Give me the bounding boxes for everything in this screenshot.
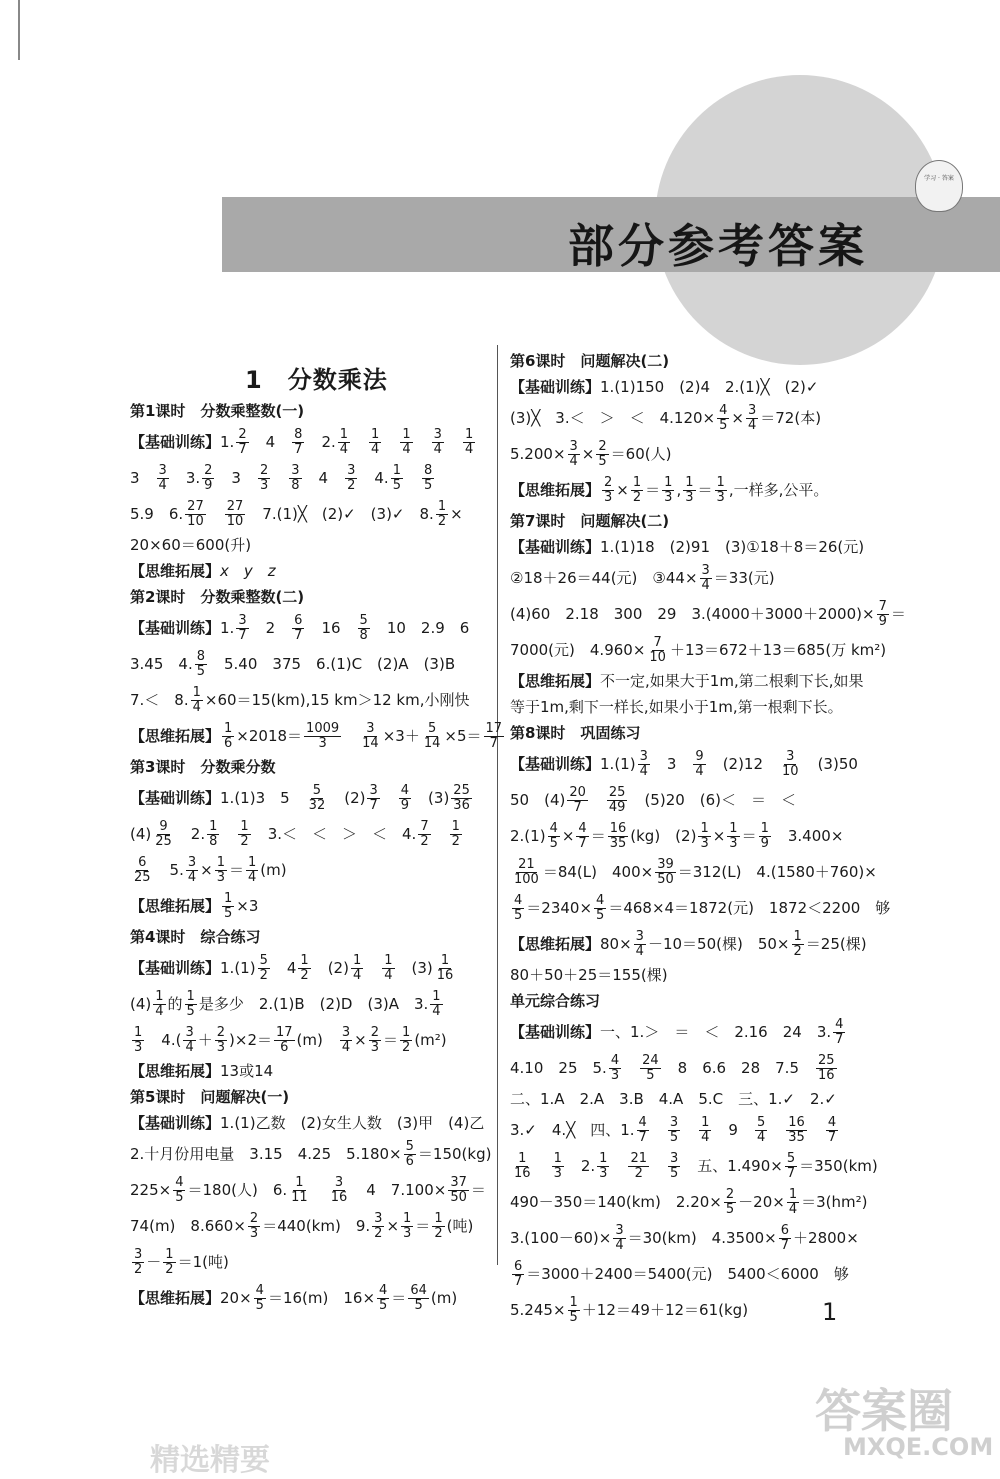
- answer-line: 等于1m,剩下一样长,如果小于1m,第一根剩下长。: [510, 697, 843, 716]
- answer-line: 80＋50＋25＝155(棵): [510, 965, 668, 984]
- answer-line: ②18＋26＝44(元) ③44× $\frac{3}{4}$ ＝33(元): [510, 562, 775, 593]
- answer-line: 20×60＝600(升): [130, 535, 252, 554]
- answer-line: 50 (4) $\frac{20}{7}$ $\frac{25}{49}$ (5)20 (6)＜ ＝ ＜: [510, 784, 797, 815]
- answer-line: 3.(100－60)× $\frac{3}{4}$ ＝30(km) 4.3500× $\frac{6}{7}$ ＋2800×: [510, 1222, 859, 1253]
- answer-line: 【基础训练】 一、1.＞ ＝ ＜ 2.16 24 3. $\frac{4}{7}$: [510, 1016, 844, 1047]
- answer-line: (4)60 2.18 300 29 3.(4000＋3000＋2000)× $\frac{7}{9}$ ＝: [510, 598, 906, 629]
- lesson-4-heading: 第4课时 综合练习: [130, 927, 261, 946]
- answer-line: 4.10 25 5. $\frac{4}{3}$ $\frac{24}{5}$ 8 6.6 28 7.5 $\frac{25}{16}$: [510, 1052, 835, 1083]
- answer-line: 【基础训练】 1.(1)乙数 (2)女生人数 (3)甲 (4)乙: [130, 1113, 485, 1132]
- answer-line: 5.9 6. $\frac{27}{10}$ $\frac{27}{10}$ 7.(1)╳ (2)✓ (3)✓ 8. $\frac{1}{2}$ ×: [130, 498, 463, 529]
- answer-line: (3)╳ 3.＜ ＞ ＜ 4.120× $\frac{4}{5}$ × $\frac{3}{4}$ ＝72(本): [510, 402, 822, 433]
- answer-line: 3 $\frac{3}{4}$ 3. $\frac{2}{9}$ 3 $\frac{2}{3}$ $\frac{3}{8}$ 4 $\frac{3}{2}$ 4. $\frac{1}{5}$ $\frac{8}{5}$: [130, 462, 433, 493]
- answer-line: 【基础训练】 1.(1) $\frac{5}{2}$ 4 $\frac{1}{2}$ (2) $\frac{1}{4}$ $\frac{1}{4}$ (3) $\frac{1}{16}$: [130, 952, 454, 983]
- answer-line: 【思维拓展】 不一定,如果大于1m,第二根剩下长,如果: [510, 671, 864, 690]
- column-divider: [497, 345, 498, 1265]
- lesson-8-heading: 第8课时 巩固练习: [510, 723, 641, 742]
- watermark-logo: 答案圈: [815, 1384, 953, 1438]
- page-title: 部分参考答案: [568, 219, 868, 273]
- answer-line: 74(m) 8.660× $\frac{2}{3}$ ＝440(km) 9. $\frac{3}{2}$ × $\frac{1}{3}$ ＝ $\frac{1}{2}$ (吨): [130, 1210, 474, 1241]
- watermark-url: MXQE.COM: [843, 1433, 994, 1461]
- watermark-text: 精选精要: [150, 1443, 270, 1478]
- lesson-7-heading: 第7课时 问题解决(二): [510, 511, 670, 530]
- answer-line: 【基础训练】 1. $\frac{3}{7}$ 2 $\frac{6}{7}$ 16 $\frac{5}{8}$ 10 2.9 6: [130, 612, 470, 643]
- answer-line: 【思维拓展】 x y z: [130, 561, 276, 580]
- answer-line: 225× $\frac{4}{5}$ ＝180(人) 6. $\frac{1}{11}$ $\frac{3}{16}$ 4 7.100× $\frac{37}{50}$ ＝: [130, 1174, 486, 1205]
- answer-line: 2.(1) $\frac{4}{5}$ × $\frac{4}{7}$ ＝ $\frac{16}{35}$ (kg) (2) $\frac{1}{3}$ × $\frac{1}{3}$ ＝ $\frac{1}{9}$ 3.400×: [510, 820, 844, 851]
- answer-line: 5.200× $\frac{3}{4}$ × $\frac{2}{5}$ ＝60(人): [510, 438, 672, 469]
- answer-line: 【思维拓展】 $\frac{1}{6}$ ×2018＝ $\frac{1009}{3}$ $\frac{3}{14}$ ×3＋ $\frac{5}{14}$ ×5＝ $\frac{17}{7}$: [130, 720, 503, 751]
- answer-line: 3.✓ 4.╳ 四、1. $\frac{4}{7}$ $\frac{3}{5}$ $\frac{1}{4}$ 9 $\frac{5}{4}$ $\frac{16}{35}$ $\frac{4}{7}$: [510, 1114, 837, 1145]
- answer-line: 3.45 4. $\frac{8}{5}$ 5.40 375 6.(1)C (2)A (3)B: [130, 648, 456, 679]
- right-column: [510, 348, 906, 1328]
- answer-line: 5.245× $\frac{1}{5}$ ＋12＝49＋12＝61(kg): [510, 1294, 749, 1325]
- answer-line: 2.十月份用电量 3.15 4.25 5.180× $\frac{5}{6}$ ＝150(kg): [130, 1138, 492, 1169]
- answer-line: $\frac{21}{100}$ ＝84(L) 400× $\frac{39}{50}$ ＝312(L) 4.(1580＋760)×: [514, 856, 877, 887]
- answer-line: (4) $\frac{1}{4}$ 的 $\frac{1}{5}$ 是多少 2.(1)B (2)D (3)A 3. $\frac{1}{4}$: [130, 988, 441, 1019]
- answer-line: 【基础训练】 1.(1)18 (2)91 (3)①18＋8＝26(元): [510, 537, 865, 556]
- answer-line: 【思维拓展】 20× $\frac{4}{5}$ ＝16(m) 16× $\frac{4}{5}$ ＝ $\frac{64}{5}$ (m): [130, 1282, 458, 1313]
- answer-line: 【基础训练】 1.(1)150 (2)4 2.(1)╳ (2)✓: [510, 377, 819, 396]
- answer-line: 【思维拓展】 13或14: [130, 1061, 274, 1080]
- publisher-logo-icon: 学习 · 答案: [915, 160, 963, 212]
- binding-line: [18, 0, 20, 60]
- lesson-5-heading: 第5课时 问题解决(一): [130, 1087, 290, 1106]
- page-number: 1: [822, 1298, 838, 1326]
- answer-line: (4) $\frac{9}{25}$ 2. $\frac{1}{8}$ $\frac{1}{2}$ 3.＜ ＜ ＞ ＜ 4. $\frac{7}{2}$ $\frac{1}{2}$: [130, 818, 460, 849]
- answer-line: $\frac{6}{25}$ 5. $\frac{3}{4}$ × $\frac{1}{3}$ ＝ $\frac{1}{4}$ (m): [134, 854, 287, 885]
- answer-line: $\frac{1}{16}$ $\frac{1}{3}$ 2. $\frac{1}{3}$ $\frac{21}{2}$ $\frac{3}{5}$ 五、1.490× $\frac{5}{7}$ ＝350(km): [514, 1150, 878, 1181]
- lesson-1-heading: 第1课时 分数乘整数(一): [130, 401, 305, 420]
- answer-line: 【思维拓展】 $\frac{2}{3}$ × $\frac{1}{2}$ ＝ $\frac{1}{3}$ , $\frac{1}{3}$ ＝ $\frac{1}{3}$ ,一样多,公平。: [510, 474, 829, 505]
- answer-line: $\frac{4}{5}$ ＝2340× $\frac{4}{5}$ ＝468×4＝1872(元) 1872＜2200 够: [514, 892, 891, 923]
- answer-line: 【基础训练】 1.(1)3 5 $\frac{5}{32}$ (2) $\frac{3}{7}$ $\frac{4}{9}$ (3) $\frac{25}{36}$: [130, 782, 470, 813]
- answer-line: 【思维拓展】 80× $\frac{3}{4}$ －10＝50(棵) 50× $\frac{1}{2}$ ＝25(棵): [510, 928, 867, 959]
- unit-review-heading: 单元综合练习: [510, 991, 601, 1010]
- lesson-6-heading: 第6课时 问题解决(二): [510, 351, 670, 370]
- lesson-2-heading: 第2课时 分数乘整数(二): [130, 587, 305, 606]
- answer-line: 【思维拓展】 $\frac{1}{5}$ ×3: [130, 890, 259, 921]
- answer-line: 【基础训练】 1. $\frac{2}{7}$ 4 $\frac{8}{7}$ 2. $\frac{1}{4}$ $\frac{1}{4}$ $\frac{1}{4}$ $\frac{3}{4}$ $\frac{1}{4}$: [130, 426, 474, 457]
- lesson-3-heading: 第3课时 分数乘分数: [130, 757, 276, 776]
- answer-line: 490－350＝140(km) 2.20× $\frac{2}{5}$ －20× $\frac{1}{4}$ ＝3(hm²): [510, 1186, 868, 1217]
- answer-line: $\frac{1}{3}$ 4.( $\frac{3}{4}$ ＋ $\frac{2}{3}$ )×2＝ $\frac{17}{6}$ (m) $\frac{3}{4}$ × $\frac{2}{3}$ ＝ $\frac{1}{2}$ (m²): [134, 1024, 447, 1055]
- answer-line: 7000(元) 4.960× $\frac{7}{10}$ ＋13＝672＋13＝685(万 km²): [510, 634, 887, 665]
- answer-line: 【基础训练】 1.(1) $\frac{3}{4}$ 3 $\frac{9}{4}$ (2)12 $\frac{3}{10}$ (3)50: [510, 748, 858, 779]
- left-column: [130, 398, 503, 1316]
- chapter-title: 1 分数乘法: [245, 366, 388, 394]
- answer-line: 二、1.A 2.A 3.B 4.A 5.C 三、1.✓ 2.✓: [510, 1089, 837, 1108]
- answer-line: $\frac{3}{2}$ － $\frac{1}{2}$ ＝1(吨): [134, 1246, 229, 1277]
- answer-line: $\frac{6}{7}$ ＝3000＋2400＝5400(元) 5400＜6000 够: [514, 1258, 849, 1289]
- answer-line: 7.＜ 8. $\frac{1}{4}$ ×60＝15(km),15 km＞12 km,小刚快: [130, 684, 470, 715]
